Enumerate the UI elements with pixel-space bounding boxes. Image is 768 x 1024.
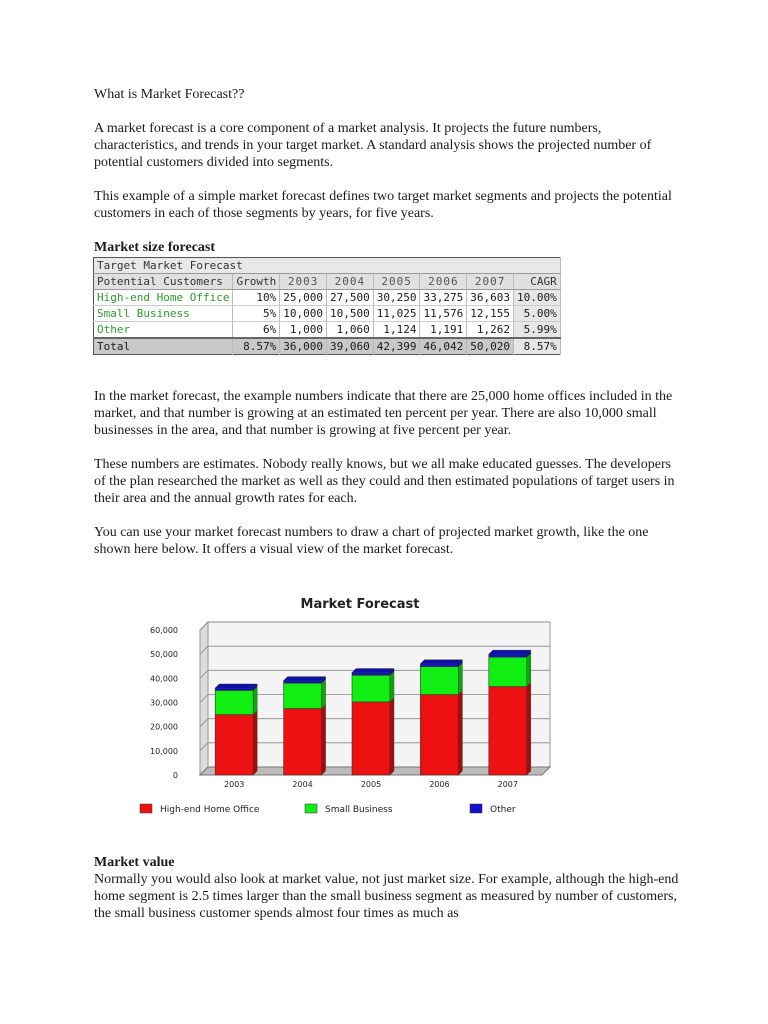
- row-cagr: 5.00%: [513, 306, 560, 322]
- total-value: 42,399: [373, 338, 420, 355]
- row-value: 30,250: [373, 290, 420, 306]
- header-year: 2007: [467, 274, 514, 290]
- bar-top: [420, 660, 462, 664]
- row-value: 10,500: [326, 306, 373, 322]
- y-tick-label: 50,000: [150, 650, 178, 660]
- bar-segment-side: [322, 705, 326, 775]
- x-tick-label: 2007: [497, 780, 518, 789]
- paragraph-example: This example of a simple market forecast defines two target market segments and projects the potential customers in each of those segments by years, for five years.: [94, 189, 672, 221]
- row-value: 36,603: [467, 290, 514, 306]
- bar-segment-side: [253, 686, 257, 714]
- bar-segment: [215, 715, 253, 775]
- bar-segment: [284, 709, 322, 775]
- total-cagr: 8.57%: [513, 338, 560, 355]
- legend-swatch: [470, 804, 482, 813]
- bar-segment: [284, 683, 322, 708]
- row-label: Small Business: [94, 306, 233, 322]
- row-cagr: 5.99%: [513, 322, 560, 339]
- bar-segment-side: [458, 663, 462, 695]
- total-label: Total: [94, 338, 233, 355]
- y-tick-label: 10,000: [150, 746, 178, 756]
- total-value: 46,042: [420, 338, 467, 355]
- legend-swatch: [305, 804, 317, 813]
- row-label: High-end Home Office: [94, 290, 233, 306]
- total-growth: 8.57%: [233, 338, 280, 355]
- paragraph-intro: A market forecast is a core component of a market analysis. It projects the future numbers, characteristics, and trends in your target market. A standard analysis shows the projected number of potential customers divided into segments.: [94, 121, 652, 170]
- paragraph-estimates: These numbers are estimates. Nobody really knows, but we all make educated guesses. The developers of the plan researched the market as well as they could and then estimated populations of target users in their area and the annual growth rates for each.: [94, 457, 675, 506]
- row-value: 25,000: [280, 290, 327, 306]
- header-growth: Growth: [233, 274, 280, 290]
- row-value: 27,500: [326, 290, 373, 306]
- chart-svg: [120, 590, 580, 825]
- total-value: 36,000: [280, 338, 327, 355]
- total-value: 50,020: [467, 338, 514, 355]
- table-row: [94, 306, 561, 322]
- y-tick-label: 20,000: [150, 722, 178, 732]
- header-year: 2005: [373, 274, 420, 290]
- legend-label: Small Business: [325, 805, 393, 815]
- bar-segment: [489, 654, 527, 657]
- document-body-market-value: [94, 854, 684, 922]
- row-growth: 5%: [233, 306, 280, 322]
- bar-segment: [489, 657, 527, 686]
- row-growth: 6%: [233, 322, 280, 339]
- table-row: [94, 322, 561, 339]
- bar-segment: [420, 664, 458, 667]
- doc-title: What is Market Forecast??: [94, 87, 245, 102]
- bar-segment-side: [390, 671, 394, 702]
- market-forecast-chart: [120, 590, 580, 830]
- header-year: 2004: [326, 274, 373, 290]
- legend-label: Other: [490, 805, 516, 815]
- bar-top: [352, 669, 394, 673]
- legend-swatch: [140, 804, 152, 813]
- bar-segment-side: [390, 698, 394, 775]
- market-value-heading: Market value: [94, 855, 175, 870]
- row-growth: 10%: [233, 290, 280, 306]
- row-value: 1,124: [373, 322, 420, 339]
- header-year: 2006: [420, 274, 467, 290]
- header-label: Potential Customers: [94, 274, 233, 290]
- bar-segment: [489, 687, 527, 775]
- table-total-row: [94, 338, 561, 355]
- market-size-heading: Market size forecast: [94, 240, 216, 255]
- header-cagr: CAGR: [513, 274, 560, 290]
- chart-title: Market Forecast: [300, 597, 420, 612]
- row-label: Other: [94, 322, 233, 339]
- row-value: 11,025: [373, 306, 420, 322]
- document-body-continued: [94, 388, 684, 558]
- x-tick-label: 2004: [292, 780, 313, 789]
- bar-segment-side: [322, 679, 326, 708]
- paragraph-home-offices: In the market forecast, the example numbers indicate that there are 25,000 home offices included in the market, and that number is growing at an estimated ten percent per year. There are also 10,000 small businesses in the area, and that number is growing at five percent per year.: [94, 389, 673, 438]
- bar-top: [284, 677, 326, 681]
- y-tick-label: 40,000: [150, 674, 178, 684]
- bar-segment: [352, 673, 390, 676]
- document-body: [94, 86, 684, 256]
- table-title: Target Market Forecast: [94, 258, 561, 274]
- y-tick-label: 0: [172, 771, 178, 780]
- row-value: 1,060: [326, 322, 373, 339]
- bar-segment: [352, 675, 390, 702]
- row-value: 12,155: [467, 306, 514, 322]
- header-year: 2003: [280, 274, 327, 290]
- paragraph-market-value: Normally you would also look at market value, not just market size. For example, although the high-end home segment is 2.5 times larger than the small business segment as measured by number of customers, the small business customer spends almost four times as much as: [94, 872, 679, 921]
- bar-top: [215, 684, 257, 688]
- bar-segment-side: [253, 711, 257, 775]
- x-tick-label: 2003: [224, 780, 245, 789]
- bar-segment: [215, 690, 253, 714]
- bar-segment-side: [458, 691, 462, 775]
- row-value: 1,191: [420, 322, 467, 339]
- row-value: 33,275: [420, 290, 467, 306]
- legend-label: High-end Home Office: [160, 805, 260, 815]
- x-tick-label: 2006: [429, 780, 450, 789]
- bar-segment: [215, 688, 253, 690]
- total-value: 39,060: [326, 338, 373, 355]
- x-tick-label: 2005: [360, 780, 382, 789]
- row-value: 1,262: [467, 322, 514, 339]
- row-value: 11,576: [420, 306, 467, 322]
- bar-segment: [420, 695, 458, 775]
- y-tick-label: 60,000: [150, 626, 178, 635]
- row-cagr: 10.00%: [513, 290, 560, 306]
- table-row: [94, 290, 561, 306]
- bar-segment: [284, 681, 322, 684]
- market-forecast-table: [93, 257, 561, 355]
- row-value: 10,000: [280, 306, 327, 322]
- bar-top: [489, 650, 531, 654]
- bar-segment: [420, 667, 458, 695]
- paragraph-chart-intro: You can use your market forecast numbers to draw a chart of projected market growth, like the one shown here below. It offers a visual view of the market forecast.: [94, 525, 649, 557]
- y-tick-label: 30,000: [150, 698, 178, 708]
- bar-segment: [352, 702, 390, 775]
- row-value: 1,000: [280, 322, 327, 339]
- bar-segment-side: [527, 683, 531, 775]
- bar-segment-side: [527, 653, 531, 686]
